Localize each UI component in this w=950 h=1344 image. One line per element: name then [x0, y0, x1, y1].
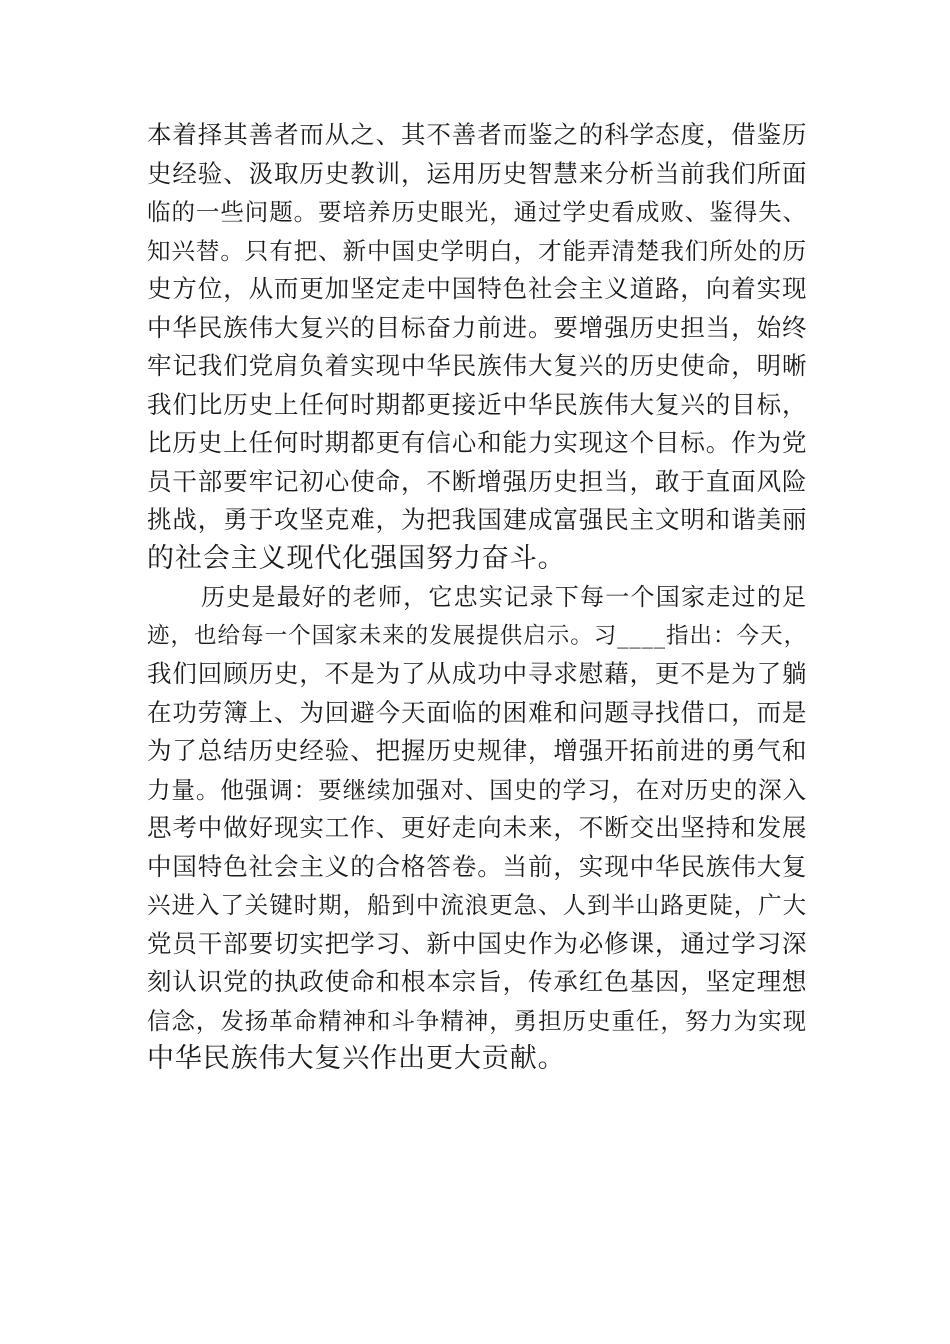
- paragraph-line: 在功劳簿上、为回避今天面临的困难和问题寻找借口，而是: [147, 697, 808, 727]
- paragraph-line: 为了总结历史经验、把握历史规律，增强开拓前进的勇气和: [147, 736, 808, 765]
- paragraph-line: 力量。他强调：要继续加强对、国史的学习，在对历史的深入: [147, 775, 807, 804]
- paragraph-1: [147, 116, 807, 578]
- paragraph-line: 比历史上任何时期都更有信心和能力实现这个目标。作为党: [147, 428, 808, 457]
- paragraph-line: 信念，发扬革命精神和斗争精神，勇担历史重任，努力为实现: [147, 1006, 807, 1035]
- paragraph-line: 我们回顾历史，不是为了从成功中寻求慰藉，更不是为了躺: [147, 659, 808, 688]
- body-text: [147, 116, 807, 1079]
- paragraph-line: 迹，也给每一个国家未来的发展提供启示。习____指出：今天，: [147, 622, 807, 649]
- paragraph-line: 我们比历史上任何时期都更接近中华民族伟大复兴的目标，: [147, 389, 808, 419]
- paragraph-line: 中华民族伟大复兴的目标奋力前进。要增强历史担当，始终: [147, 312, 808, 342]
- paragraph-line: 知兴替。只有把、新中国史学明白，才能弄清楚我们所处的历: [147, 236, 807, 265]
- paragraph-line: 的社会主义现代化强国努力奋斗。: [147, 542, 566, 574]
- paragraph-line: 兴进入了关键时期，船到中流浪更急、人到半山路更陡，广大: [147, 891, 807, 919]
- paragraph-2: [147, 578, 807, 1079]
- paragraph-line: 牢记我们党肩负着实现中华民族伟大复兴的历史使命，明晰: [147, 351, 808, 380]
- paragraph-line: 临的一些问题。要培养历史眼光，通过学史看成败、鉴得失、: [147, 198, 807, 226]
- paragraph-line: 刻认识党的执政使命和根本宗旨，传承红色基因，坚定理想: [147, 967, 808, 996]
- paragraph-line: 本着择其善者而从之、其不善者而鉴之的科学态度，借鉴历: [147, 120, 808, 149]
- paragraph-line: 员干部要牢记初心使命，不断增强历史担当，敢于直面风险: [147, 466, 808, 496]
- paragraph-line: 史经验、汲取历史教训，运用历史智慧来分析当前我们所面: [147, 158, 808, 188]
- paragraph-line: 挑战，勇于攻坚克难，为把我国建成富强民主文明和谐美丽: [147, 505, 808, 534]
- paragraph-line: 史方位，从而更加坚定走中国特色社会主义道路，向着实现: [147, 274, 808, 303]
- paragraph-line: 党员干部要切实把学习、新中国史作为必修课，通过学习深: [147, 928, 808, 958]
- paragraph-line: 思考中做好现实工作、更好走向未来，不断交出坚持和发展: [147, 813, 808, 842]
- paragraph-line: 历史是最好的老师，它忠实记录下每一个国家走过的足: [201, 583, 807, 611]
- paragraph-line: 中国特色社会主义的合格答卷。当前，实现中华民族伟大复: [147, 851, 808, 881]
- paragraph-line: 中华民族伟大复兴作出更大贡献。: [147, 1043, 566, 1074]
